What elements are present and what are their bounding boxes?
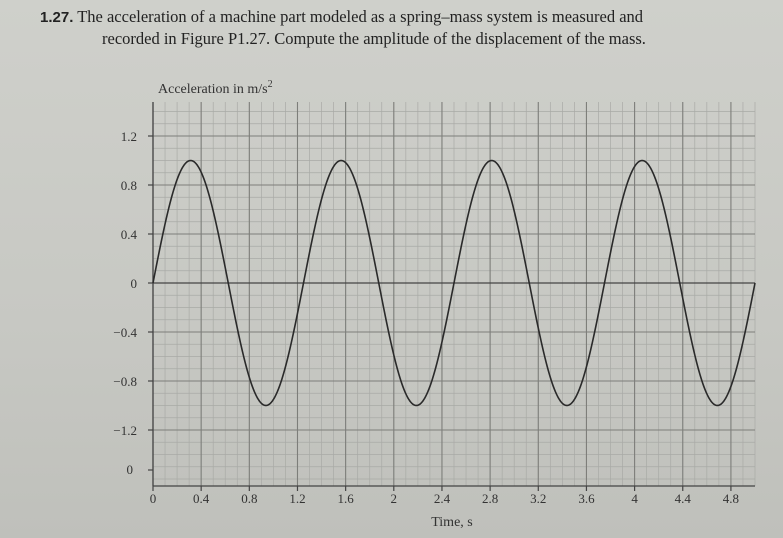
x-tick-label: 4.8 bbox=[722, 491, 740, 506]
x-tick-label: 3.2 bbox=[530, 491, 547, 506]
y-tick-label: 0.8 bbox=[120, 178, 137, 193]
y-tick-label: 0 bbox=[130, 276, 137, 291]
x-tick-label: 2 bbox=[390, 491, 398, 506]
x-tick-label: 2.4 bbox=[433, 491, 451, 506]
x-axis-label: Time, s bbox=[431, 515, 473, 530]
x-tick-label: 4 bbox=[631, 491, 638, 506]
x-tick-label: 1.6 bbox=[337, 491, 354, 506]
x-tick-label: 2.8 bbox=[481, 491, 499, 506]
x-tick-label: 0.8 bbox=[241, 491, 258, 506]
x-tick-label: 3.6 bbox=[578, 491, 595, 506]
y-tick-label: −0.4 bbox=[113, 325, 137, 340]
bottom-zero-label: 0 bbox=[126, 462, 133, 477]
x-tick-label: 0 bbox=[149, 491, 157, 506]
x-tick-label: 4.4 bbox=[674, 491, 691, 506]
minor-grid bbox=[153, 102, 755, 486]
problem-number: 1.27. bbox=[40, 9, 74, 26]
y-tick-label: 1.2 bbox=[120, 129, 137, 144]
y-tick-label: −0.8 bbox=[113, 374, 137, 389]
y-tick-label: 0.4 bbox=[120, 227, 137, 242]
y-tick-label: −1.2 bbox=[113, 423, 137, 438]
x-tick-labels bbox=[150, 491, 739, 506]
problem-text-line-1: The acceleration of a machine part modeled as a spring–mass system is measured and bbox=[77, 7, 644, 26]
x-tick-label: 0.4 bbox=[193, 491, 210, 506]
x-tick-label: 1.2 bbox=[289, 491, 306, 506]
y-axis-label: Acceleration in $m/s^2$ bbox=[158, 79, 273, 97]
y-tick-labels bbox=[113, 129, 137, 438]
problem-text-line-2: recorded in Figure P1.27. Compute the amplitude of the displacement of the mass. bbox=[102, 29, 646, 48]
